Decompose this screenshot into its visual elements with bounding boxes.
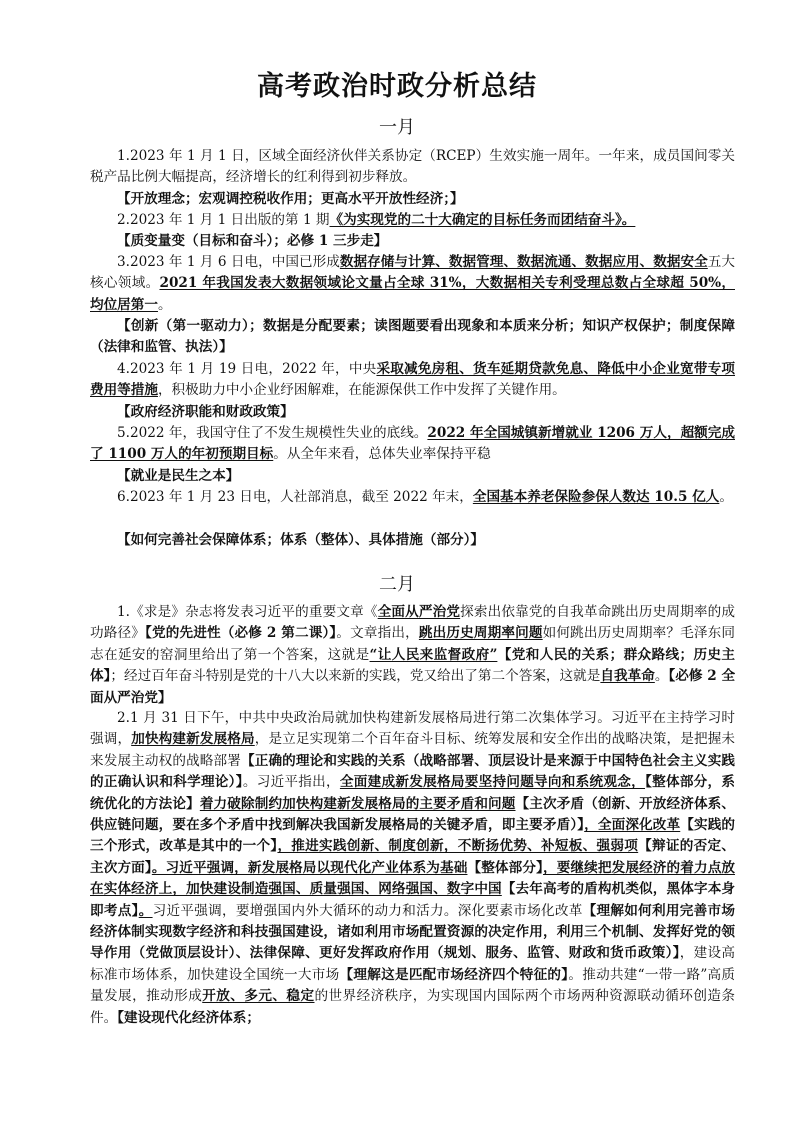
highlight-text: ，推进实践创新、制度创新，不断扬优势、补短板、强弱项 [277,838,639,855]
note-text: 【党和人民的关系；群众路线；历史主体】 [90,646,736,685]
highlight-text: 《为实现党的二十大确定的目标任务而团结奋斗》。 [329,212,636,228]
item-text: 2.2023 年 1 月 1 日出版的第 1 期 [117,212,330,228]
highlight-text: 采取减免房租、货车延期贷款免息、降低中小企业宽带专项费用等措施 [90,361,735,399]
highlight-text: 2021 年我国发表大数据领域论文量占全球 31%，大数据相关专利受理总数占全球超 50%，均位居第一 [90,275,735,313]
news-item-5 [90,423,735,466]
news-item-6 [90,487,735,508]
note-text: 【整体部分】 [467,859,544,876]
item-text: 6.2023 年 1 月 23 日电，人社部消息，截至 2022 年末， [117,489,473,505]
analysis-note-1 [90,189,735,210]
highlight-text: 数据存储与计算、数据管理、数据流通、数据应用、数据安全 [339,254,708,270]
highlight-text: “让人民来监督政府” [369,646,498,663]
highlight-text: 。 [138,902,153,919]
highlight-text: ，要继续把发展经济的着力点放在实体经济上，加快建设制造强国、质量强国、网络强国、数字中国 [90,859,736,898]
note-text: 【必修 2 全面从严治党】 [90,668,736,706]
news-item-3 [90,252,735,316]
item-text: 1.《求是》杂志将发表习近平的重要文章《 [117,604,378,620]
note-text: 【主次矛盾（创新、开放经济体系、供应链问题，要在多个矛盾中找到解决我国新发展格局的关键矛盾，即主要矛盾）】 [90,795,736,834]
note-text: 【党的先进性（必修 2 第二课）】 [145,625,337,642]
note-text: 【正确的理论和实践的关系（战略部署、顶层设计是来源于中国特色社会主义实践的正确认识和科学理论）】 [90,752,736,791]
analysis-note-2 [90,231,735,252]
note-text: 【质变量变（目标和奋斗）；必修 1 三步走】 [117,233,388,249]
note-text: 【整体部分，系统优化的方法论】 [90,774,736,812]
note-text: 【理解这是匹配市场经济四个特征的】 [339,966,569,983]
month-heading-january: 一月 [379,117,415,138]
highlight-text: 跳出历史周期率问题 [418,625,543,642]
news-item-4 [90,359,735,402]
analysis-note-3 [90,316,735,359]
item-text: 。 [654,668,669,685]
note-text: 【建设现代化经济体系； [117,1009,260,1026]
highlight-text: 加快构建新发展格局 [131,731,255,748]
highlight-text: 着力破除制约加快构建新发展格局的主要矛盾和问题 [199,795,516,812]
item-text: 。从全年来看，总体失业率保持平稳 [273,446,491,463]
highlight-text: 全面建成新发展格局要坚持问题导向和系统观念， [339,774,646,791]
item-text: 。习近平指出， [242,774,340,791]
item-text: 。推动共建“一带一路”高质量发展，推动形成 [90,966,736,1005]
note-text: 【政府经济职能和财政政策】 [117,404,294,420]
item-text: ，积极助力中小企业纾困解难，在能源保供工作中发挥了关键作用。 [157,382,566,399]
item-text: 习近平强调，要增强国内外大循环的动力和活力。深化要素市场化改革 [152,902,583,919]
highlight-text: 全面从严治党 [377,604,461,620]
note-text: 【辩证的否定、主次方面】 [90,838,736,876]
note-text: 【去年高考的盾构机类似，黑体字本身即考点】 [90,881,736,919]
note-text: 【实践的三个形式，改革是其中的一个】 [90,817,736,855]
item-text: 探索出依靠党的自我革命跳出历史周期率的成功路径》 [90,604,736,642]
highlight-text: ，全面深化改革 [584,817,681,834]
item-text: ，建设高标准市场体系，加快建设全国统一大市场 [90,945,735,983]
note-text: 【创新（第一驱动力）；数据是分配要素；读图题要看出现象和本质来分析；知识产权保护；制度保障（法律和监管、执法）】 [90,318,735,356]
note-text: 【如何完善社会保障体系；体系（整体）、具体措施（部分）】 [117,532,485,548]
news-item-feb-1 [90,602,735,709]
item-text: 。 [719,489,733,505]
item-text: 2.1 月 31 日下午，中共中央政治局就加快构建新发展格局进行第二次集体学习。习近平在主持学习时强调， [90,710,735,748]
news-item-1 [90,146,735,189]
item-text: 5.2022 年，我国守住了不发生规模性失业的底线。 [117,425,428,441]
highlight-text: 2022 年全国城镇新增就业 1206 万人，超额完成了 1100 万人的年初预期目标 [90,425,735,463]
document-title: 高考政治时政分析总结 [257,71,537,102]
item-text: 。 [157,296,172,313]
item-text: 1.2023 年 1 月 1 日，区域全面经济伙伴关系协定（RCEP）生效实施一周年。一年来，成员国间零关税产品比例大幅提高，经济增长的红利得到初步释放。 [90,148,735,186]
highlight-text: 全国基本养老保险参保人数达 10.5 亿人 [472,489,720,505]
analysis-note-4 [90,402,735,423]
highlight-text: 开放、多元、稳定 [202,988,315,1005]
item-text: 五大核心领域。 [90,254,736,292]
news-item-feb-2 [90,708,735,1029]
note-text: 【就业是民生之本】 [117,468,240,484]
item-text: ，是立足实现第二个百年奋斗目标、统筹发展和安全作出的战略决策，是把握未来发展主动权的战略部署 [90,731,736,769]
note-text: 【开放理念；宏观调控税收作用；更高水平开放性经济；】 [117,191,464,207]
analysis-note-5 [90,466,735,487]
highlight-text: 。习近平强调，新发展格局以现代化产业体系为基础 [151,859,468,876]
note-text: 【理解如何利用完善市场经济体制实现数字经济和科技强国建设，诸如利用市场配置资源的决定作用，利用三个机制、发挥好党的领导作用（党做顶层设计）、法律保障、更好发挥政府作用（规划、服务、监管、财政和货币政策）】 [90,902,736,962]
analysis-note-6 [90,530,735,551]
news-item-2 [90,210,735,231]
item-text: 的世界经济秩序，为实现国内国际两个市场两种资源联动循环创造条件。 [90,988,735,1026]
item-text: ；经过百年奋斗特别是党的十八大以来新的实践，党又给出了第二个答案，这就是 [110,668,601,685]
month-heading-february: 二月 [379,574,415,595]
item-text: 4.2023 年 1 月 19 日电，2022 年，中央 [117,361,377,377]
item-text: 3.2023 年 1 月 6 日电，中国已形成 [117,254,340,270]
item-text: 。文章指出， [336,625,419,642]
highlight-text: 自我革命 [600,668,655,685]
item-text: 如何跳出历史周期率？毛泽东同志在延安的窑洞里给出了第一个答案，这就是 [90,625,736,663]
